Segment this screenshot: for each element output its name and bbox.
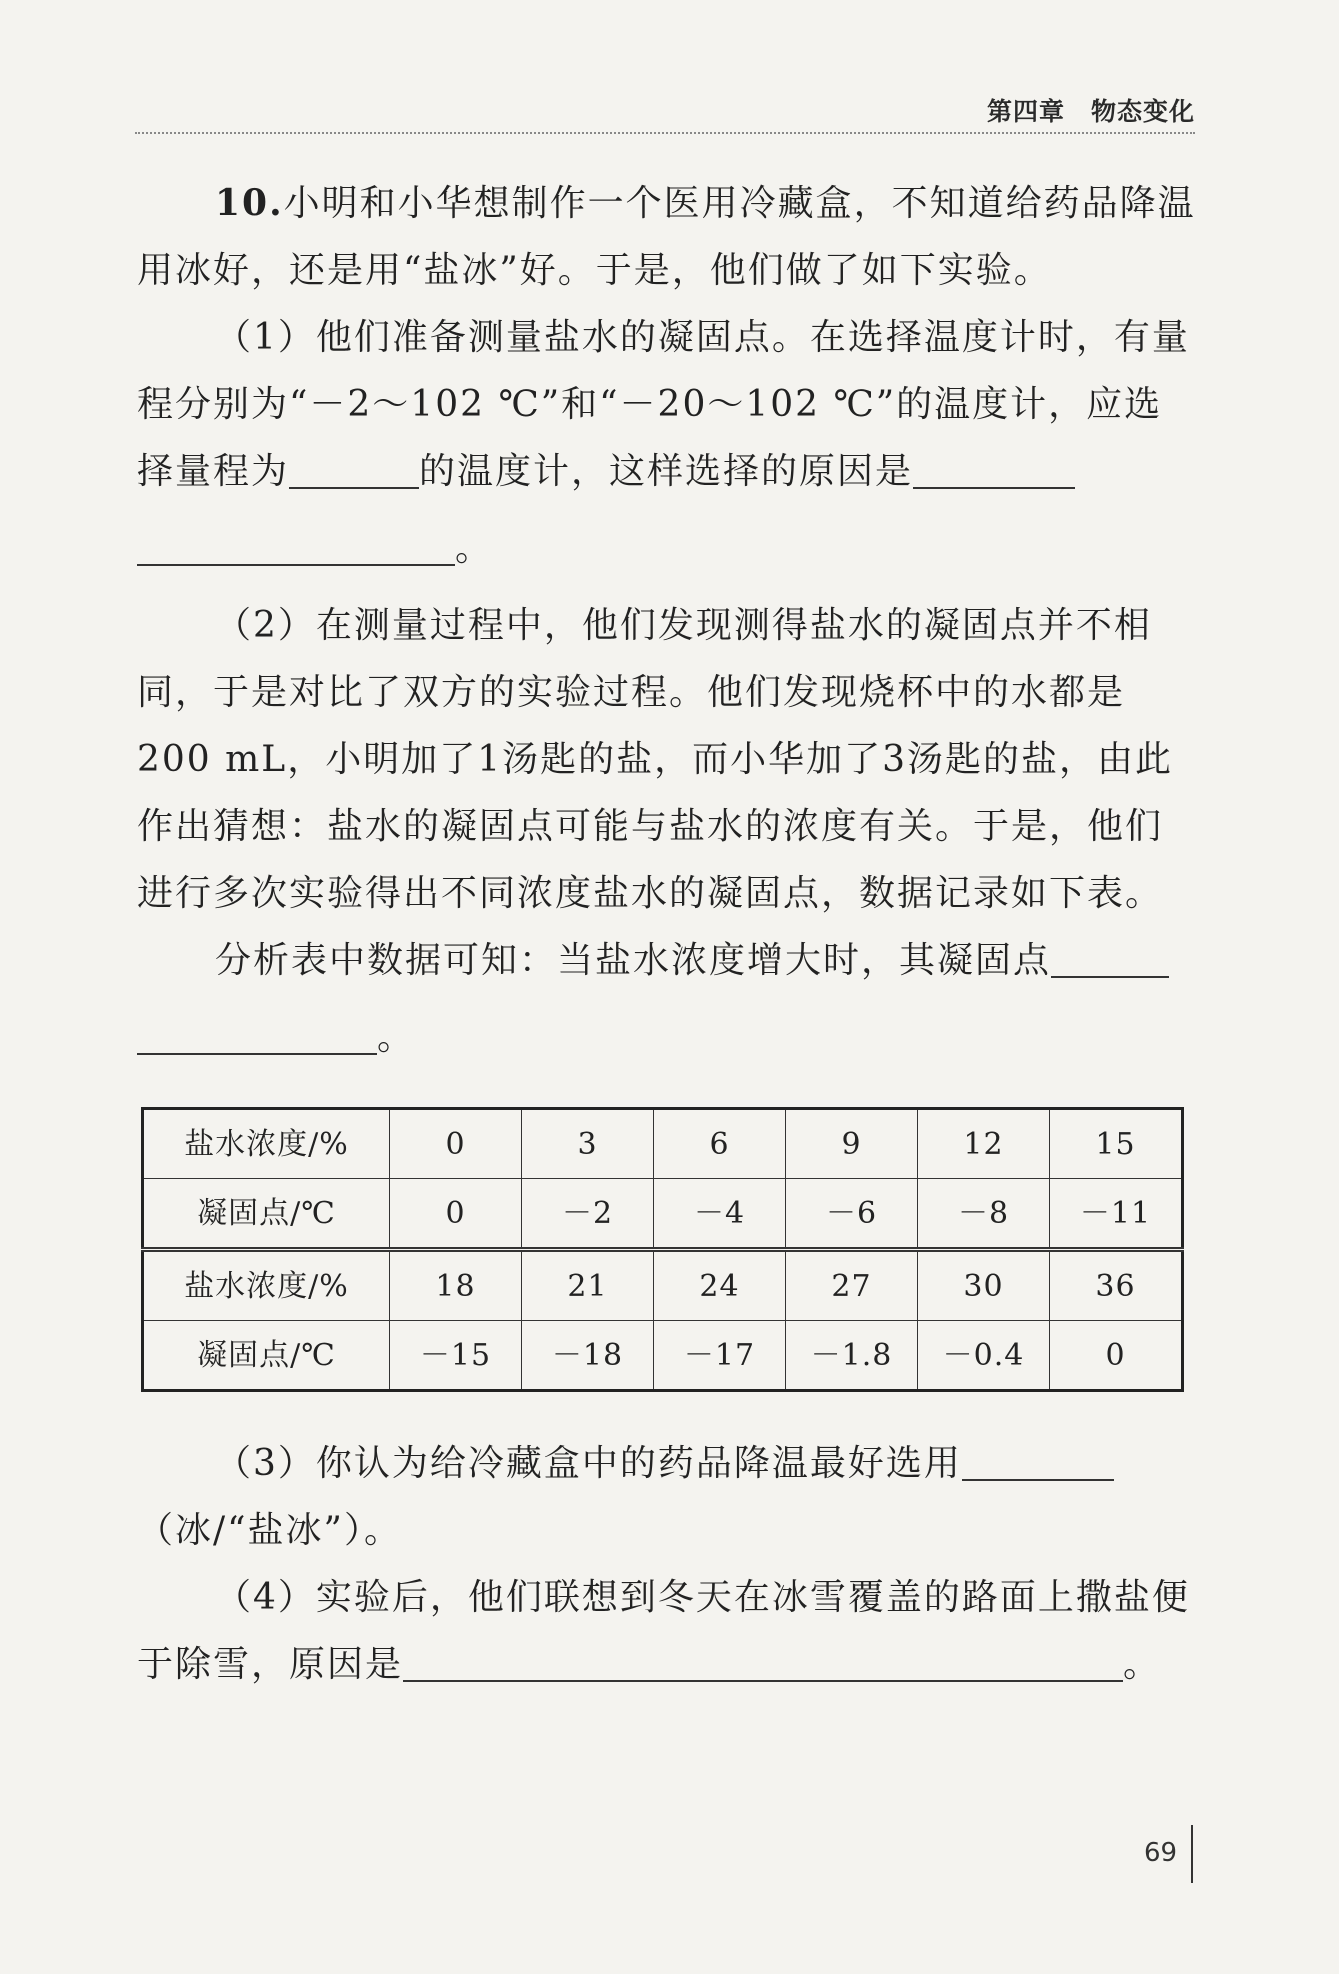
answer-blank-reason[interactable] [913, 447, 1075, 489]
table-cell: 30 [918, 1250, 1050, 1321]
part-1-text-a: （1）他们准备测量盐水的凝固点。在选择温度计时，有量程分别为“－2～102 ℃”和“－20～102 ℃”的温度计，应选择量程为 [137, 317, 1190, 492]
answer-blank-range[interactable] [289, 447, 419, 489]
table-cell: 21 [522, 1250, 654, 1321]
table-cell: 15 [1050, 1109, 1183, 1179]
table-cell: 0 [390, 1179, 522, 1250]
answer-blank-salt-reason[interactable] [403, 1640, 1123, 1682]
part-3-text-a: （3）你认为给冷藏盒中的药品降温最好选用 [215, 1443, 962, 1484]
data-table [141, 1107, 1184, 1392]
part-2-text-b: 分析表中数据可知：当盐水浓度增大时，其凝固点 [215, 940, 1052, 981]
table-cell: 36 [1050, 1250, 1183, 1321]
part-1-line-2 [137, 515, 1197, 582]
question-number: 10. [215, 182, 284, 224]
part-1-text-c: 。 [455, 528, 494, 569]
chapter-header: 第四章 物态变化 [986, 97, 1195, 126]
table-cell: －11 [1050, 1179, 1183, 1250]
part-2-analysis [137, 927, 1197, 994]
table-cell: 凝固点/℃ [143, 1179, 390, 1250]
table-cell: 9 [786, 1109, 918, 1179]
table-cell: 盐水浓度/% [143, 1250, 390, 1321]
intro-text: 小明和小华想制作一个医用冷藏盒，不知道给药品降温用冰好，还是用“盐冰”好。于是，他们做了如下实验。 [137, 183, 1196, 291]
table-cell: 12 [918, 1109, 1050, 1179]
table-cell: －6 [786, 1179, 918, 1250]
table-row [143, 1250, 1183, 1321]
table-cell: 18 [390, 1250, 522, 1321]
part-3-text-b: （冰/“盐冰”）。 [137, 1510, 402, 1551]
table-row [143, 1179, 1183, 1250]
table-row [143, 1109, 1183, 1179]
part-2-text-a: （2）在测量过程中，他们发现测得盐水的凝固点并不相同，于是对比了双方的实验过程。他们发现烧杯中的水都是200 mL，小明加了1汤匙的盐，而小华加了3汤匙的盐，由此作出猜想：盐水的凝固点可能与盐水的浓度有关。于是，他们进行多次实验得出不同浓度盐水的凝固点，数据记录如下表。 [137, 605, 1174, 914]
table-cell: 24 [654, 1250, 786, 1321]
table-row [143, 1321, 1183, 1391]
answer-blank-freezing-trend[interactable] [1051, 936, 1169, 978]
table-cell: 0 [390, 1109, 522, 1179]
question-10 [137, 170, 1197, 1698]
table-cell: －15 [390, 1321, 522, 1391]
page-number: 69 [1144, 1838, 1178, 1868]
part-4-text-b: 。 [1123, 1644, 1162, 1685]
table-cell: －8 [918, 1179, 1050, 1250]
table-cell: 盐水浓度/% [143, 1109, 390, 1179]
table-cell: 0 [1050, 1321, 1183, 1391]
table-cell: 27 [786, 1250, 918, 1321]
table-cell: －17 [654, 1321, 786, 1391]
table-cell: －1.8 [786, 1321, 918, 1391]
table-cell: 凝固点/℃ [143, 1321, 390, 1391]
part-1 [137, 304, 1197, 505]
header-divider [135, 132, 1195, 134]
part-2 [137, 592, 1197, 927]
page-number-bar [1191, 1825, 1193, 1883]
table-cell: －18 [522, 1321, 654, 1391]
part-2-line-end [137, 1004, 1197, 1071]
table-cell: 3 [522, 1109, 654, 1179]
table-cell: －2 [522, 1179, 654, 1250]
part-4-text-a: （4）实验后，他们联想到冬天在冰雪覆盖的路面上撒盐便于除雪，原因是 [137, 1577, 1190, 1685]
answer-blank-reason-cont[interactable] [137, 524, 455, 566]
answer-blank-choice[interactable] [962, 1439, 1114, 1481]
answer-blank-freezing-trend-cont[interactable] [137, 1013, 377, 1055]
table-cell: 6 [654, 1109, 786, 1179]
part-4 [137, 1564, 1197, 1698]
part-1-text-b: 的温度计，这样选择的原因是 [419, 451, 914, 492]
part-3 [137, 1430, 1197, 1564]
part-2-text-c: 。 [377, 1017, 416, 1058]
question-intro [137, 170, 1197, 304]
table-cell: －4 [654, 1179, 786, 1250]
table-cell: －0.4 [918, 1321, 1050, 1391]
